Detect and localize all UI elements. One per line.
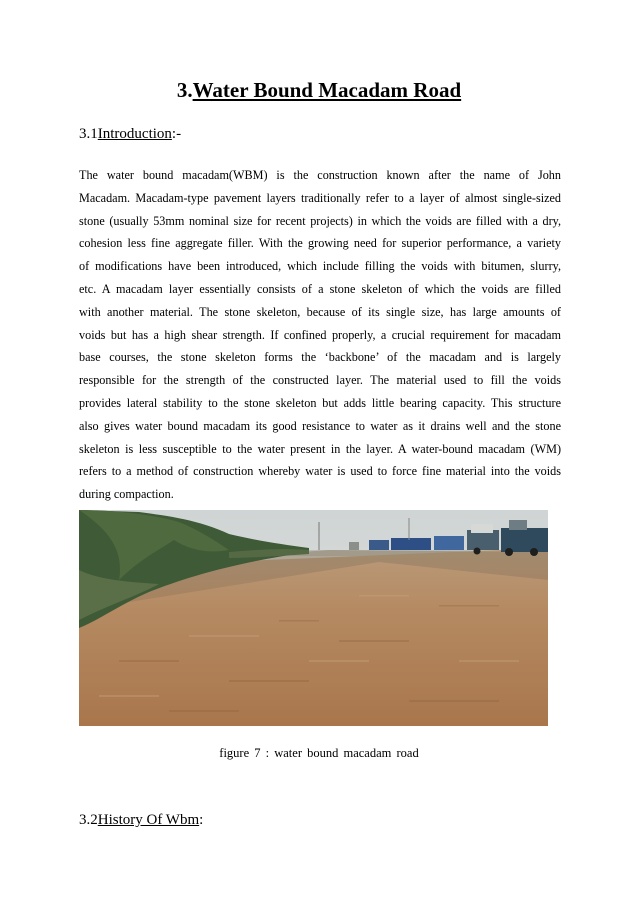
figure-caption: figure 7 : water bound macadam road (219, 746, 419, 760)
paragraph-line: The water bound macadam(WBM) is the construction known after the name of John (79, 168, 561, 182)
section-number: 3.2 (79, 812, 98, 828)
paragraph-line: etc. A macadam layer essentially consists of a stone skeleton of which the voids are filled (79, 281, 561, 296)
paragraph-line: refers to a method of construction whereby water is used to force fine material into the voids (79, 464, 561, 479)
paragraph-line: skeleton is less susceptible to the water present in the layer. A water-bound macadam (WM) (79, 441, 561, 456)
paragraph-line: Macadam. Macadam-type pavement layers traditionally refer to a layer of almost single-sized (79, 190, 561, 205)
introduction-paragraph (79, 164, 561, 506)
section-heading-history (79, 812, 203, 829)
paragraph-line: responsible for the strength of the constructed layer. The material used to fill the voids (79, 373, 561, 388)
road-photo (79, 510, 548, 726)
paragraph-line: stone (usually 53mm nominal size for recent projects) in which the voids are filled with a dry, (79, 213, 561, 228)
section-suffix: :- (171, 126, 182, 142)
paragraph-line: also gives water bound macadam its good resistance to water as it drains well and the stone (79, 418, 561, 433)
paragraph-line: voids but has a high shear strength. If confined properly, a crucial requirement for macadam (79, 327, 561, 342)
paragraph-line: provides lateral stability to the stone skeleton but adds little bearing capacity. This structure (79, 395, 561, 410)
section-heading-introduction (79, 126, 181, 143)
title-number: 3. (176, 78, 193, 102)
paragraph-line: base courses, the stone skeleton forms the ‘backbone’ of the macadam and is largely (79, 350, 561, 365)
title-text: Water Bound Macadam Road (192, 78, 462, 102)
section-suffix: : (199, 812, 204, 828)
paragraph-line: during compaction. (79, 487, 174, 502)
paragraph-line: of modifications have been introduced, which include filling the voids with bitumen, slurry, (79, 259, 561, 274)
section-number: 3.1 (79, 126, 98, 142)
section-title: History Of Wbm (97, 812, 200, 828)
page-title (0, 78, 638, 103)
paragraph-line: with another material. The stone skeleton, because of its single size, has large amounts of (79, 304, 561, 319)
section-title: Introduction (97, 126, 172, 142)
paragraph-line: cohesion less fine aggregate filler. With the growing need for superior performance, a variety (79, 236, 561, 251)
road-photo-image (79, 510, 548, 726)
